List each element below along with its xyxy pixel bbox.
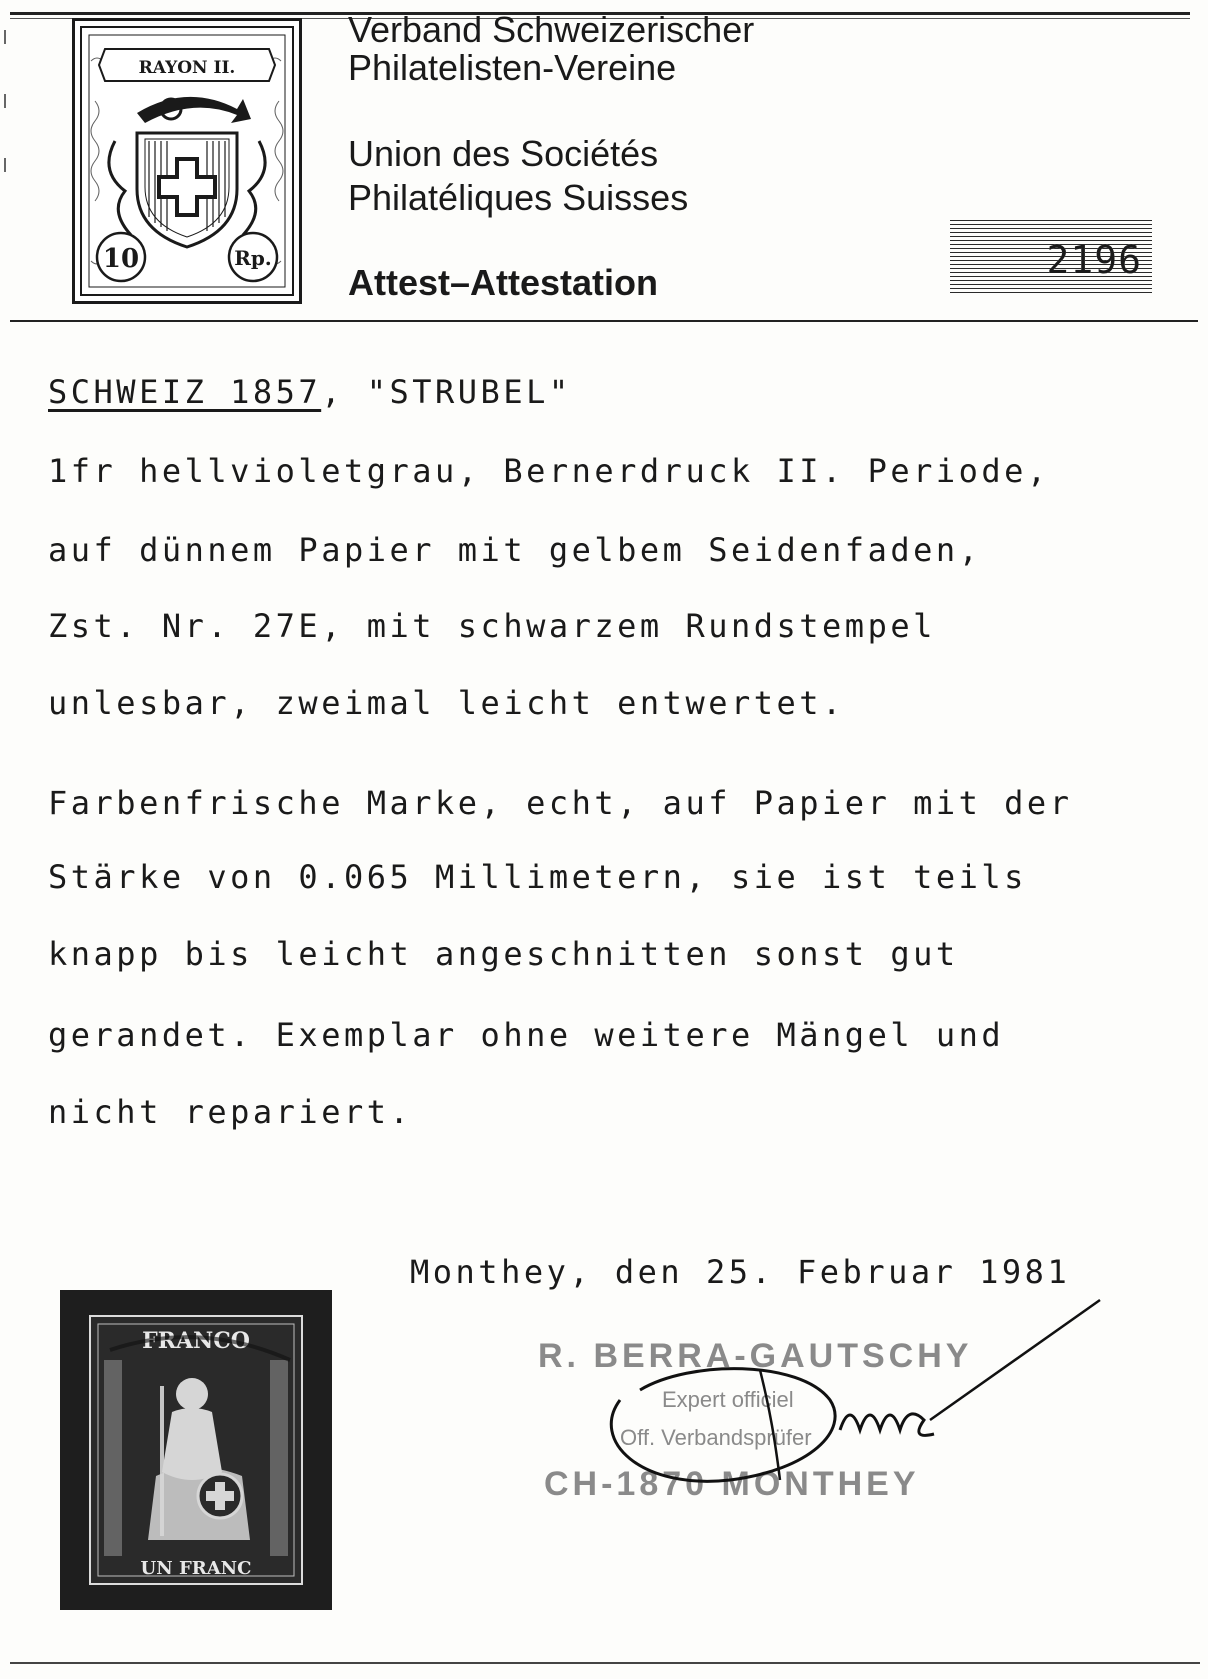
description-line: Farbenfrische Marke, echt, auf Papier mit der (48, 784, 1073, 822)
svg-text:UN FRANC: UN FRANC (140, 1558, 252, 1579)
svg-text:10: 10 (102, 244, 140, 274)
org-name-german-line1: Verband Schweizerischer (348, 9, 755, 50)
svg-text:FRANCO: FRANCO (142, 1328, 250, 1354)
description-line: gerandet. Exemplar ohne weitere Mängel und (48, 1016, 1005, 1054)
svg-text:RAYON II.: RAYON II. (138, 58, 236, 78)
rayon-stamp-image (72, 18, 302, 304)
expert-role-german: Off. Verbandsprüfer (620, 1425, 812, 1450)
expert-name: R. BERRA-GAUTSCHY (538, 1337, 973, 1375)
description-line: Zst. Nr. 27E, mit schwarzem Rundstempel (48, 607, 936, 645)
org-name-french-line1: Union des Sociétés (348, 133, 659, 174)
description-line: auf dünnem Papier mit gelbem Seidenfaden, (48, 531, 982, 569)
description-line: Stärke von 0.065 Millimetern, sie ist teils (48, 858, 1027, 896)
description-line: 1fr hellvioletgrau, Bernerdruck II. Periode, (48, 452, 1050, 490)
strubel-stamp-icon (60, 1290, 332, 1610)
rayon-stamp-icon (75, 21, 299, 301)
certificate-number-box (950, 220, 1152, 296)
handwritten-signature (600, 1290, 1160, 1520)
org-name-french-line2: Philatéliques Suisses (348, 177, 689, 218)
expert-role-french: Expert officiel (662, 1387, 794, 1412)
punch-marks (4, 30, 8, 222)
header-divider (10, 320, 1198, 322)
description-line: nicht repariert. (48, 1093, 413, 1131)
bottom-rule (10, 1662, 1200, 1664)
heading-issue-name: , "STRUBEL" (321, 373, 572, 411)
heading-country-year: SCHWEIZ 1857 (48, 373, 322, 411)
description-line: knapp bis leicht angeschnitten sonst gut (48, 935, 959, 973)
signature-icon (600, 1290, 1160, 1520)
certificate-title: Attest–Attestation (348, 262, 659, 303)
certificate-heading (48, 373, 572, 411)
certificate-number: 2196 (1046, 238, 1142, 282)
svg-text:Rp.: Rp. (234, 246, 272, 270)
org-name-german-line2: Philatelisten-Vereine (348, 47, 677, 88)
strubel-stamp-image (60, 1290, 332, 1610)
expert-location: CH-1870 MONTHEY (544, 1465, 920, 1503)
place-and-date: Monthey, den 25. Februar 1981 (410, 1253, 1071, 1291)
description-line: unlesbar, zweimal leicht entwertet. (48, 684, 845, 722)
